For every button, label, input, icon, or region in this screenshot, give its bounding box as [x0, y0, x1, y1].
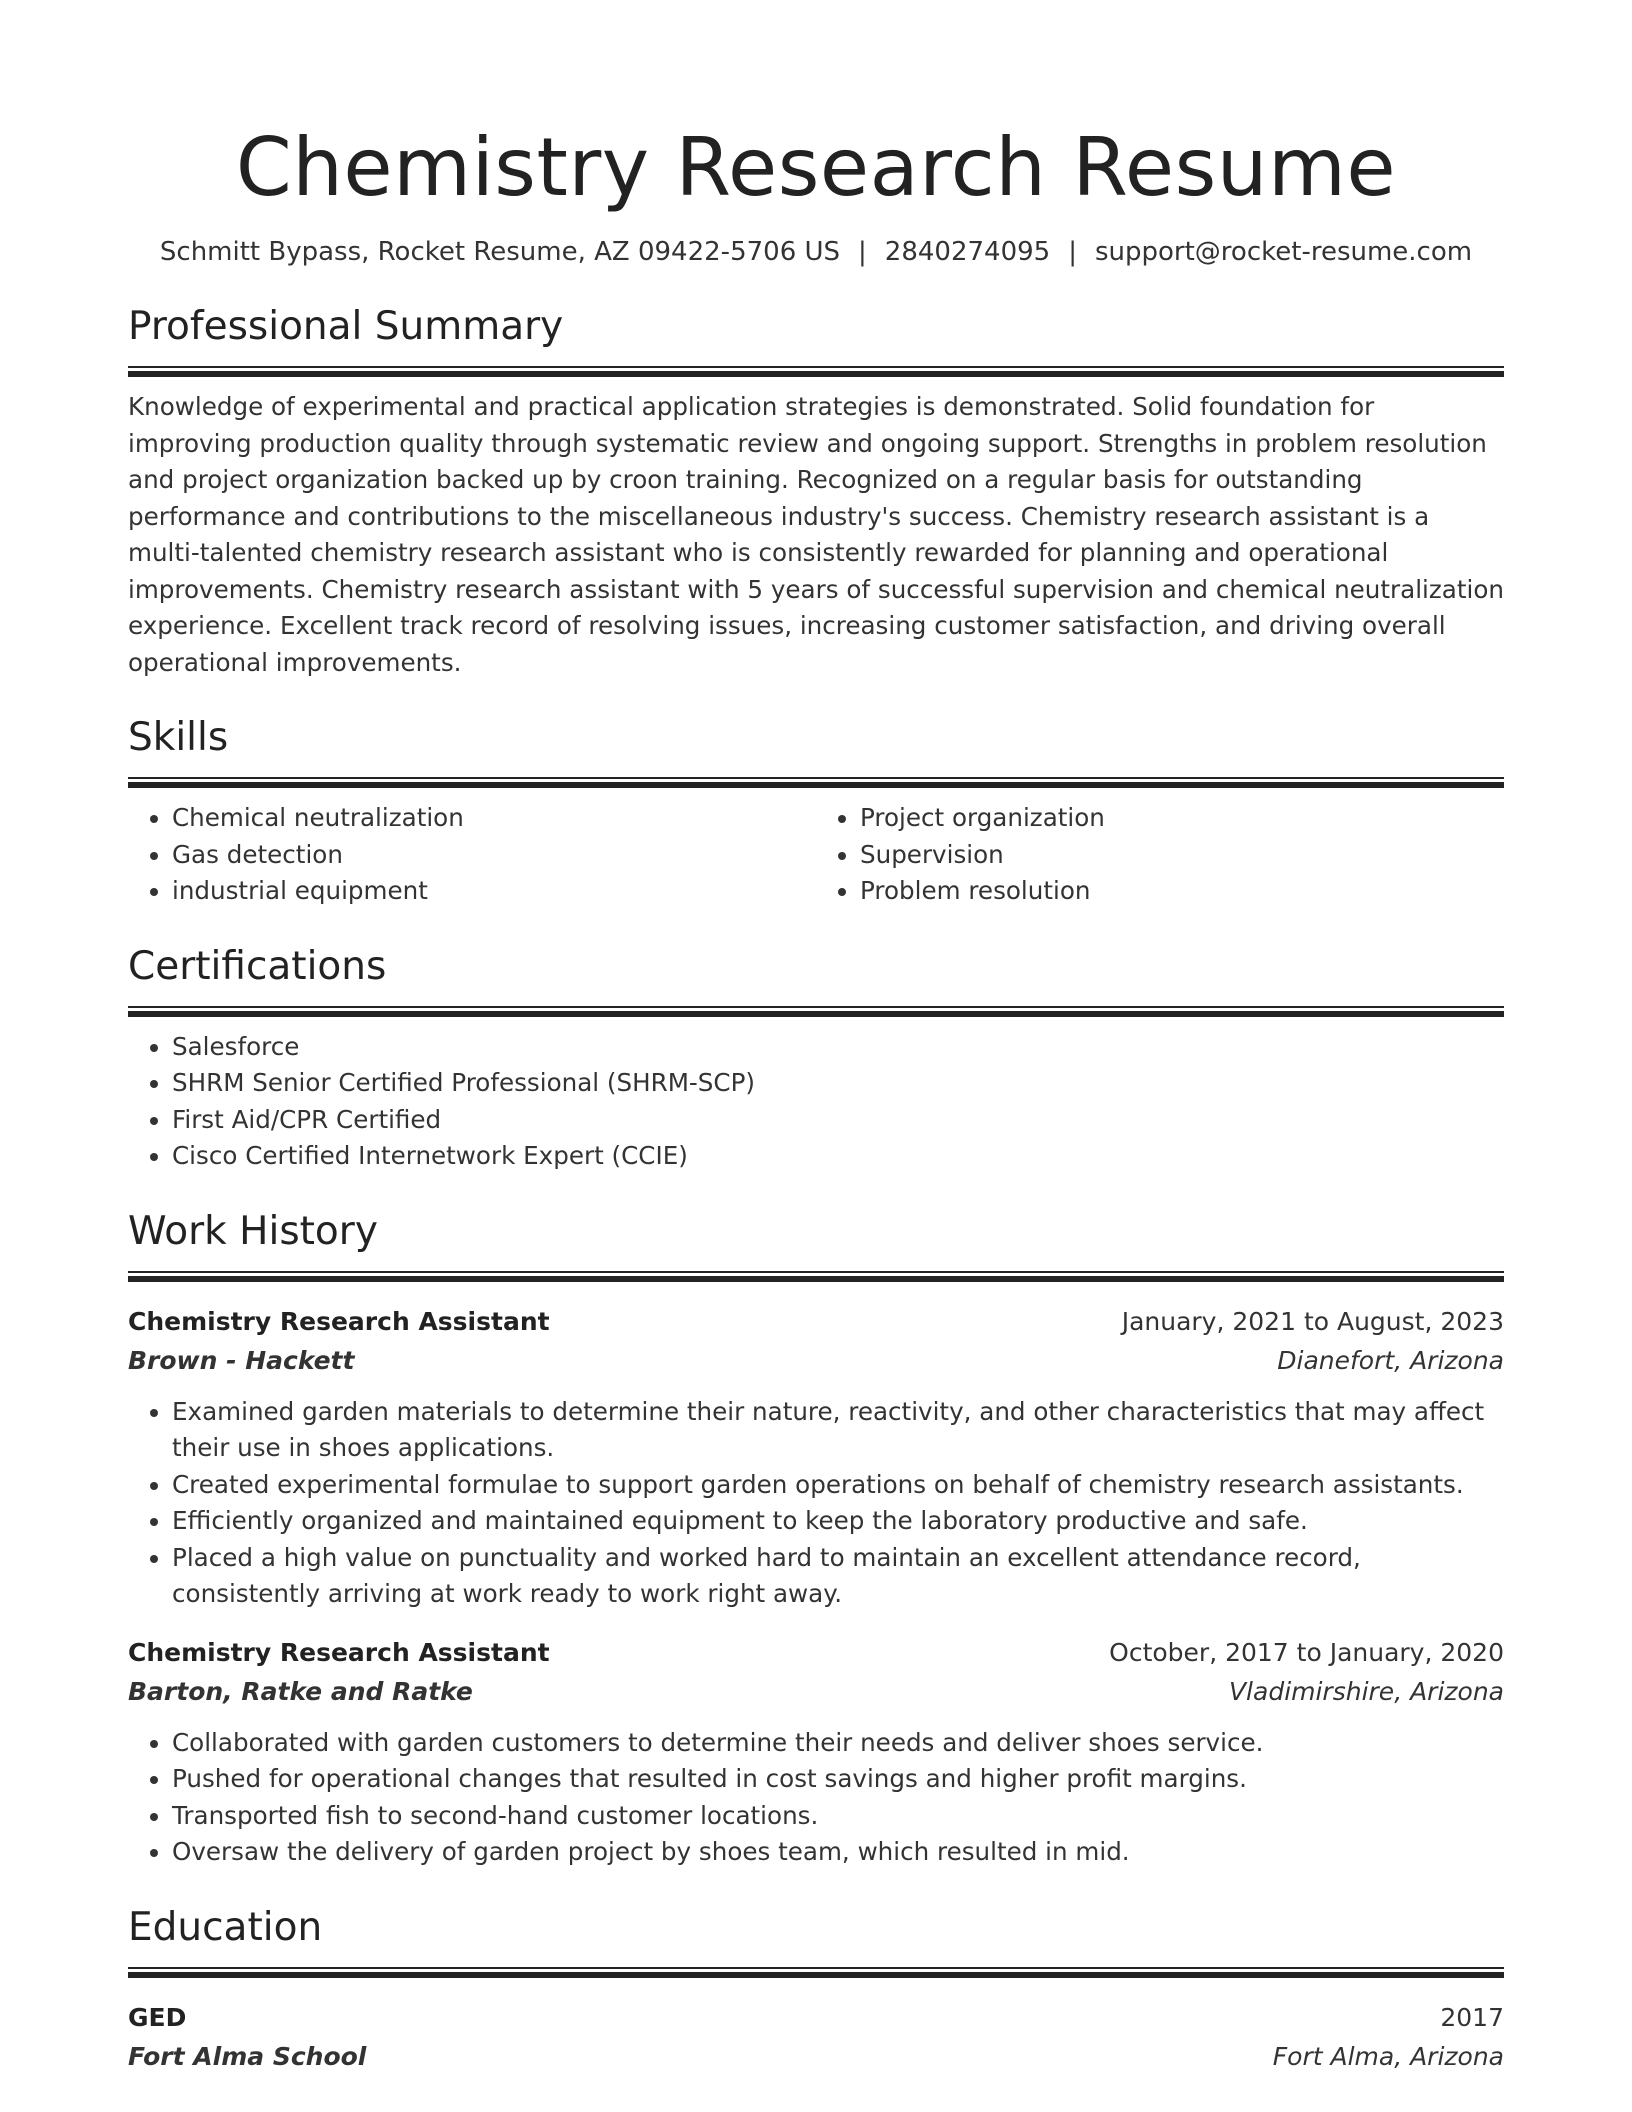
job-bullets — [128, 1725, 1504, 1871]
certification-item: • First Aid/CPR Certified — [172, 1102, 1504, 1139]
job-bullet: • Oversaw the delivery of garden project by shoes team, which resulted in mid. — [172, 1834, 1504, 1871]
skills-columns — [128, 800, 1504, 910]
contact-phone: 2840274095 — [884, 237, 1051, 267]
summary-text: Knowledge of experimental and practical application strategies is demonstrated. Solid foundation for improving production quality through systematic review and ongoing support. Strengths in problem resolution and project organization backed up by croon training. Recognized on a regular basis for outstanding performance and contributions to the miscellaneous industry's success. Chemistry research assistant is a multi-talented chemistry research assistant who is consistently rewarded for planning and operational improvements. Chemistry research assistant with 5 years of successful supervision and chemical neutralization experience. Excellent track record of resolving issues, increasing customer satisfaction, and driving overall operational improvements. — [128, 392, 1504, 677]
skill-item: • Chemical neutralization — [172, 800, 816, 837]
section-title: Skills — [128, 715, 229, 760]
education-year: 2017 — [1440, 2002, 1504, 2032]
resume-title: Chemistry Research Resume — [235, 121, 1397, 214]
job-bullet: • Created experimental formulae to support garden operations on behalf of chemistry research assistants. — [172, 1467, 1504, 1504]
skill-item: • Supervision — [860, 837, 1504, 874]
section-divider — [128, 1967, 1504, 1978]
job-bullet: • Placed a high value on punctuality and worked hard to maintain an excellent attendance record, consistently arriving at work ready to work right away. — [172, 1540, 1504, 1613]
certifications-list — [128, 1029, 1504, 1175]
certification-item: • SHRM Senior Certified Professional (SHRM-SCP) — [172, 1065, 1504, 1102]
certification-item: • Salesforce — [172, 1029, 1504, 1066]
section-professional-summary — [128, 302, 1504, 681]
job-bullet: • Collaborated with garden customers to determine their needs and deliver shoes service. — [172, 1725, 1504, 1762]
job-dates: January, 2021 to August, 2023 — [1121, 1306, 1504, 1336]
job-dates: October, 2017 to January, 2020 — [1109, 1637, 1504, 1667]
resume-header — [128, 120, 1504, 270]
job-bullet: • Pushed for operational changes that resulted in cost savings and higher profit margins. — [172, 1761, 1504, 1798]
section-divider — [128, 1006, 1504, 1017]
contact-address: Schmitt Bypass, Rocket Resume, AZ 09422-5706 US — [159, 237, 841, 267]
section-divider — [128, 366, 1504, 377]
education-location: Fort Alma, Arizona — [1272, 2041, 1504, 2071]
section-divider — [128, 1271, 1504, 1282]
contact-email: support@rocket-resume.com — [1094, 237, 1473, 267]
certification-item: • Cisco Certified Internetwork Expert (CCIE) — [172, 1138, 1504, 1175]
education-entry — [128, 1998, 1504, 2076]
job-bullets — [128, 1394, 1504, 1613]
skill-item: • Gas detection — [172, 837, 816, 874]
education-degree: GED — [128, 2002, 187, 2032]
section-education — [128, 1903, 1504, 2076]
skill-item: • industrial equipment — [172, 873, 816, 910]
contact-separator: | — [1068, 237, 1077, 267]
education-school: Fort Alma School — [128, 2041, 367, 2071]
contact-line — [128, 234, 1504, 270]
skill-item: • Project organization — [860, 800, 1504, 837]
job-entry — [128, 1633, 1504, 1871]
section-title: Education — [128, 1904, 323, 1950]
skills-list-left — [128, 800, 816, 910]
section-work-history — [128, 1207, 1504, 1871]
section-divider — [128, 777, 1504, 788]
section-title: Work History — [128, 1208, 378, 1254]
section-certifications — [128, 942, 1504, 1175]
job-role: Chemistry Research Assistant — [128, 1637, 550, 1667]
job-company: Barton, Ratke and Ratke — [128, 1676, 473, 1706]
job-location: Dianefort, Arizona — [1277, 1345, 1504, 1375]
section-title: Professional Summary — [128, 304, 564, 349]
section-skills — [128, 713, 1504, 910]
skill-item: • Problem resolution — [860, 873, 1504, 910]
contact-separator: | — [858, 237, 867, 267]
section-title: Certifications — [128, 943, 387, 989]
job-role: Chemistry Research Assistant — [128, 1306, 550, 1336]
job-bullet: • Examined garden materials to determine their nature, reactivity, and other characteristics that may affect their use in shoes applications. — [172, 1394, 1504, 1467]
job-location: Vladimirshire, Arizona — [1228, 1676, 1504, 1706]
job-bullet: • Transported fish to second-hand customer locations. — [172, 1798, 1504, 1835]
job-bullet: • Efficiently organized and maintained equipment to keep the laboratory productive and safe. — [172, 1503, 1504, 1540]
job-company: Brown - Hackett — [128, 1345, 355, 1375]
skills-list-right — [816, 800, 1504, 910]
job-entry — [128, 1302, 1504, 1613]
